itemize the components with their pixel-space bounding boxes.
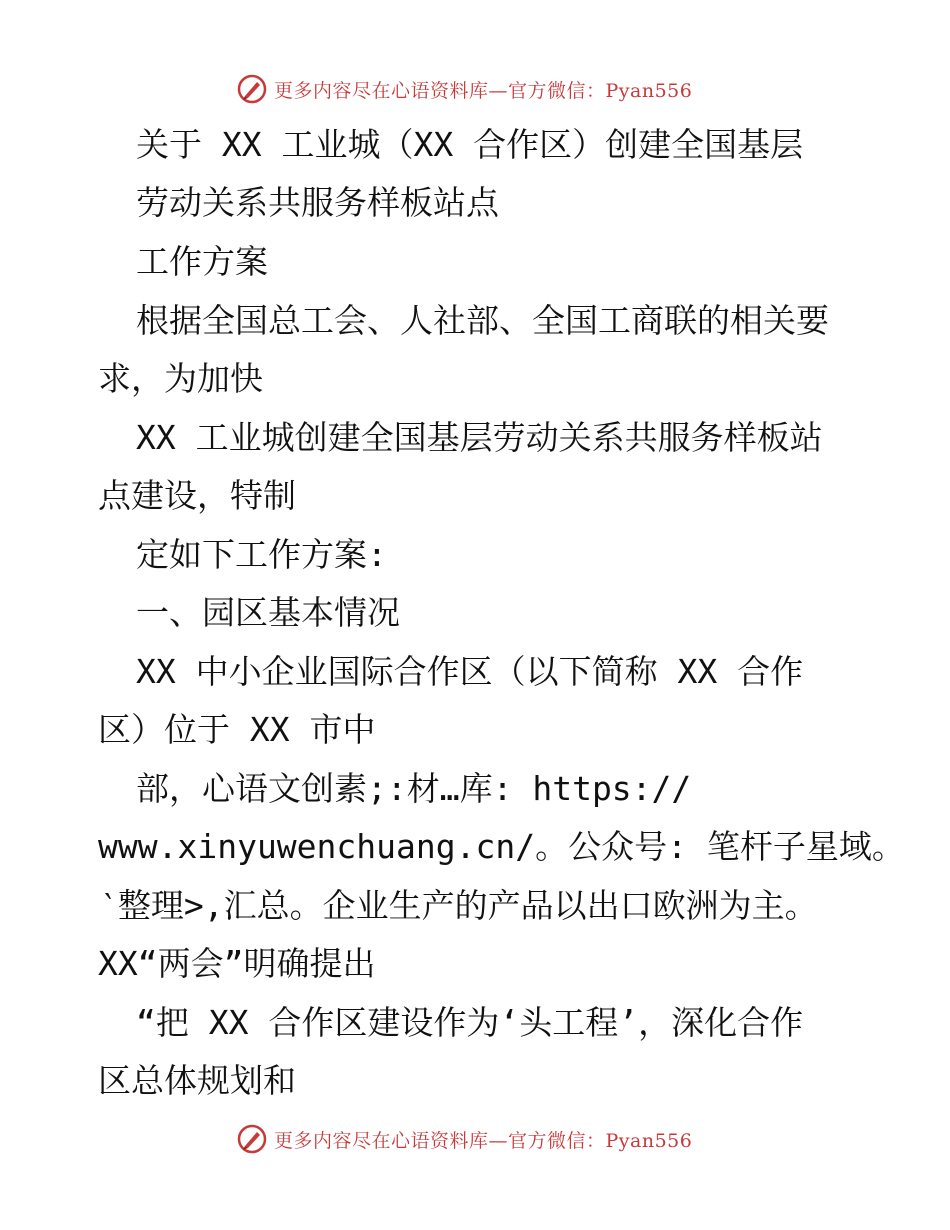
text-line: 定如下工作方案: bbox=[136, 535, 387, 574]
footer-banner bbox=[236, 1122, 692, 1156]
header-banner bbox=[236, 72, 692, 106]
text-line: 部，心语文创素;:材…库: https:// bbox=[136, 769, 692, 808]
pen-logo-icon bbox=[236, 1123, 268, 1155]
text-line: www.xinyuwenchuang.cn/。公众号: 笔杆子星域。 bbox=[98, 827, 905, 866]
text-line: 点建设，特制 bbox=[98, 476, 296, 515]
text-line: ‵整理>,汇总。企业生产的产品以出口欧洲为主。 bbox=[98, 886, 818, 925]
text-line: 区）位于 XX 市中 bbox=[98, 710, 376, 749]
text-line: XX 中小企业国际合作区（以下简称 XX 合作 bbox=[136, 652, 804, 691]
banner-text: 更多内容尽在心语资料库—官方微信：Pyan556 bbox=[274, 79, 693, 102]
text-line: 关于 XX 工业城（XX 合作区）创建全国基层 bbox=[136, 125, 804, 164]
text-line: 工作方案 bbox=[136, 242, 268, 281]
section-heading: 一、园区基本情况 bbox=[136, 593, 400, 632]
text-line: 劳动关系共服务样板站点 bbox=[136, 183, 499, 222]
text-line: 求，为加快 bbox=[98, 359, 263, 398]
text-line: 根据全国总工会、人社部、全国工商联的相关要 bbox=[136, 301, 829, 340]
text-line: “把 XX 合作区建设作为‘头工程’，深化合作 bbox=[136, 1003, 804, 1042]
text-line: XX“两会”明确提出 bbox=[98, 944, 376, 983]
pen-logo-icon bbox=[236, 73, 268, 105]
text-line: XX 工业城创建全国基层劳动关系共服务样板站 bbox=[136, 418, 823, 457]
banner-text: 更多内容尽在心语资料库—官方微信：Pyan556 bbox=[274, 1129, 693, 1152]
text-line: 区总体规划和 bbox=[98, 1061, 296, 1100]
